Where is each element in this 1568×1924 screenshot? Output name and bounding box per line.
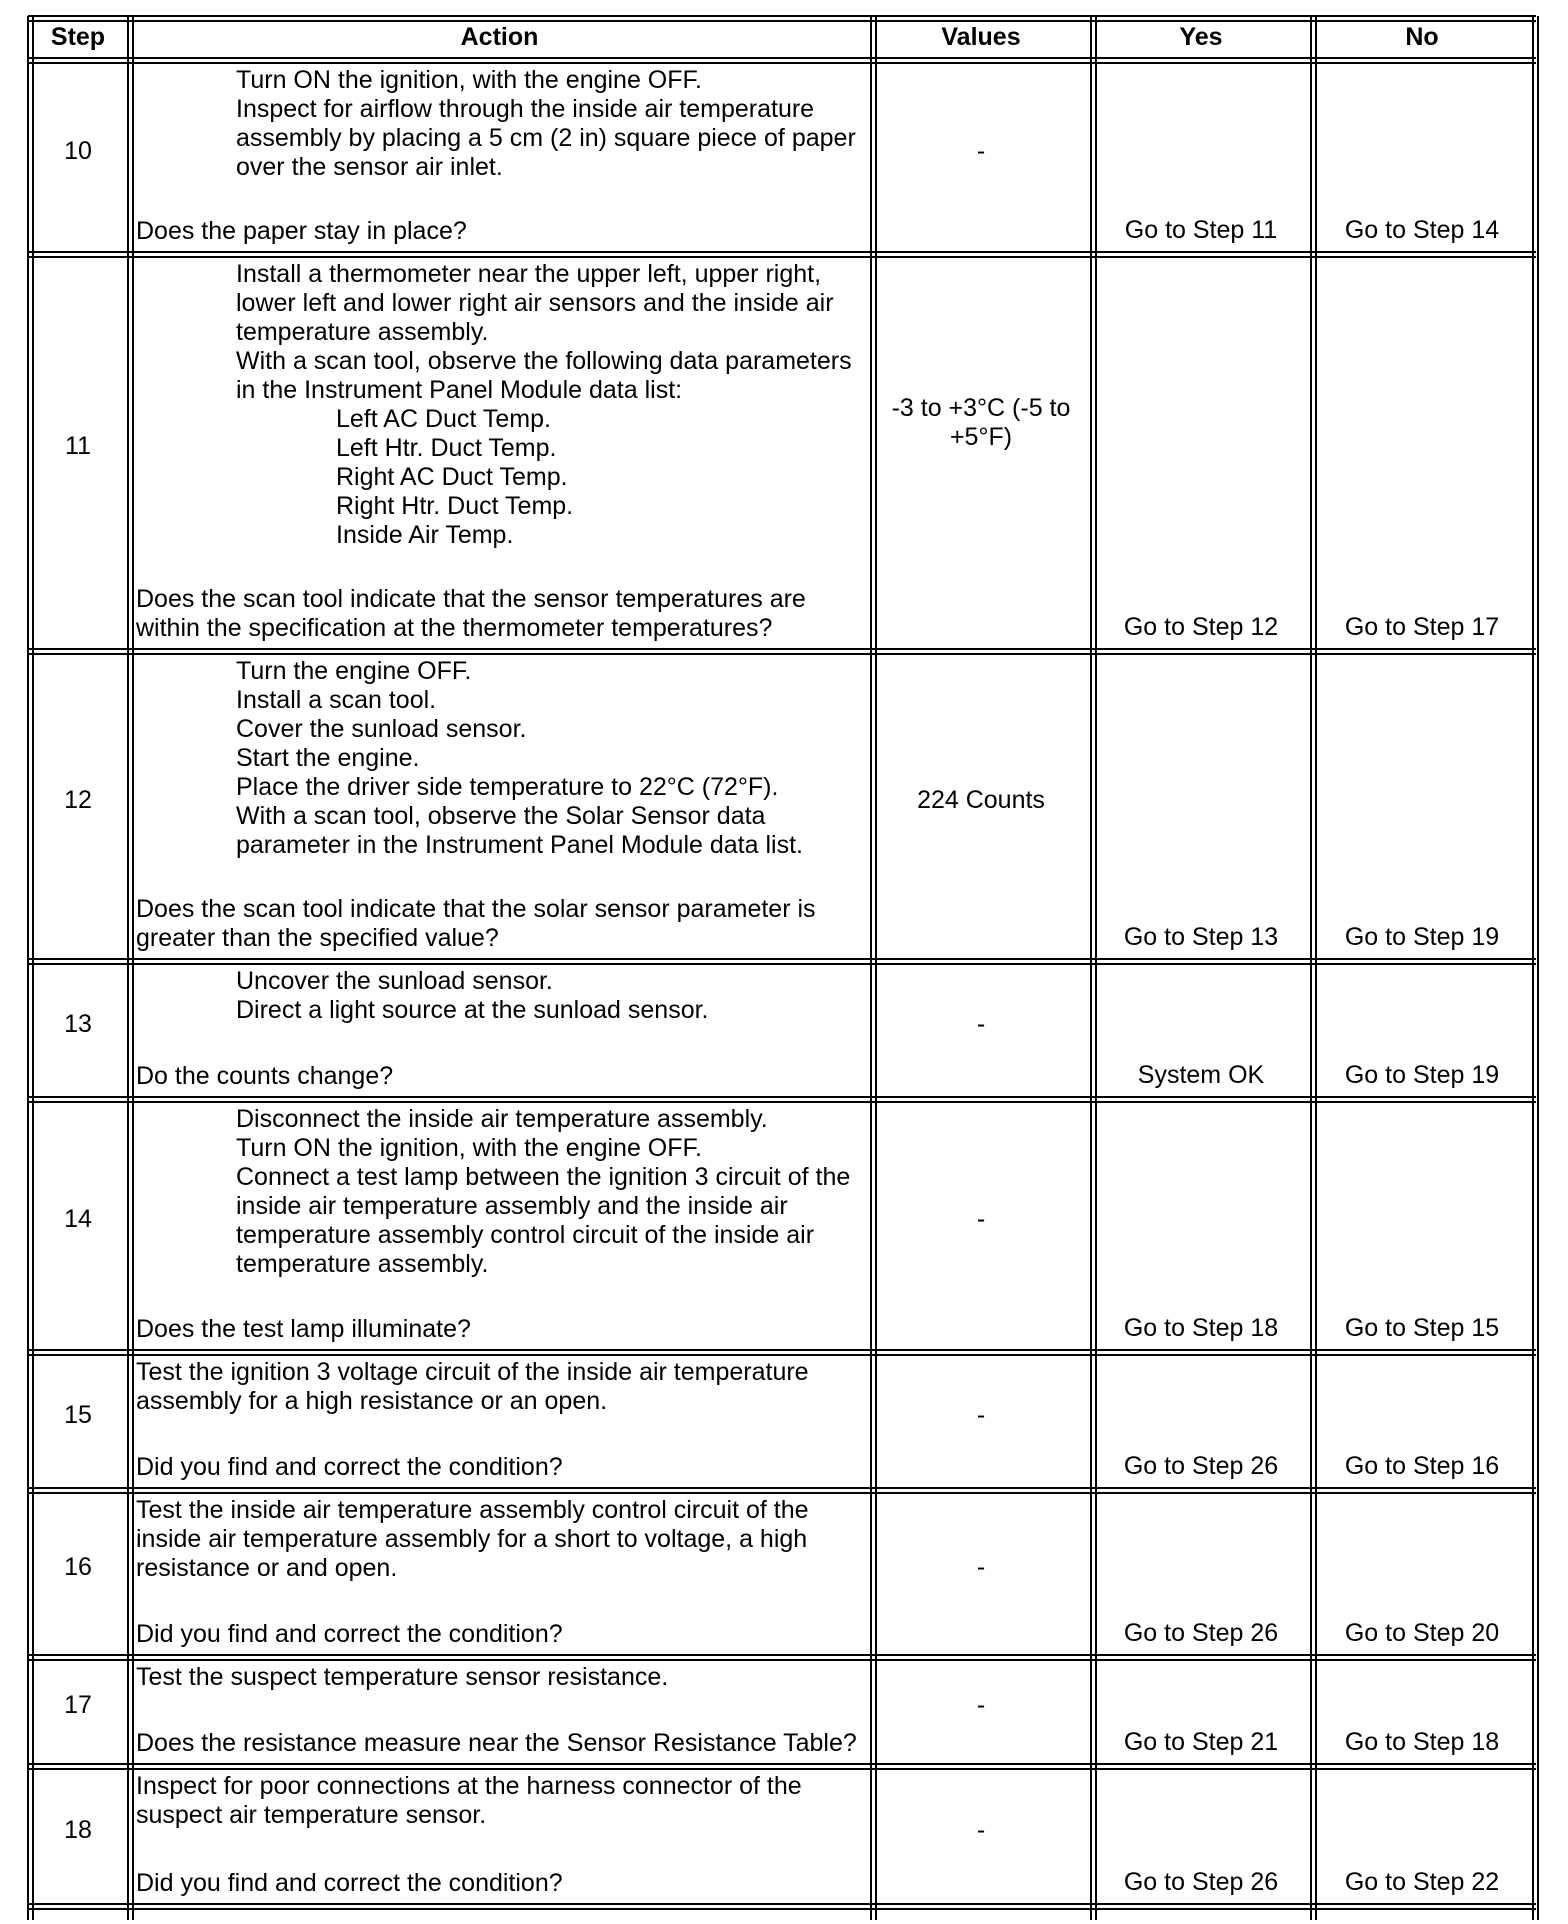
question-line: Did you find and correct the condition? (136, 1620, 563, 1648)
header-action: Action (460, 23, 539, 51)
action-line: With a scan tool, observe the following data parameters (236, 347, 852, 375)
action-question (136, 1453, 563, 1482)
yes-cell: System OK (1137, 1061, 1265, 1089)
question-line: Does the scan tool indicate that the solar sensor parameter is (136, 895, 816, 923)
value-line: - (976, 1553, 986, 1581)
yes-cell: Go to Step 18 (1123, 1314, 1279, 1342)
action-line: Turn the engine OFF. (236, 657, 472, 685)
values-cell (871, 1553, 1091, 1582)
step-number: 11 (65, 432, 91, 460)
row-border (28, 1903, 1536, 1910)
question-line: Did you find and correct the condition? (136, 1453, 563, 1481)
action-question (136, 1620, 563, 1649)
action-question (136, 1869, 563, 1898)
action-line: Turn ON the ignition, with the engine OFF. (236, 66, 702, 94)
no-cell: Go to Step 22 (1344, 1868, 1500, 1896)
action-line: in the Instrument Panel Module data list: (236, 376, 683, 404)
values-cell (871, 1816, 1091, 1845)
action-line: suspect air temperature sensor. (136, 1801, 487, 1829)
question-line: Does the paper stay in place? (136, 217, 467, 245)
question-line: Does the resistance measure near the Sensor Resistance Table? (136, 1729, 857, 1757)
yes-cell: Go to Step 11 (1124, 216, 1278, 244)
value-line: - (976, 1691, 986, 1719)
action-line: Inspect for poor connections at the harness connector of the (136, 1772, 802, 1800)
action-cell (136, 1496, 867, 1649)
row-border (28, 1096, 1536, 1103)
row-border (28, 1487, 1536, 1494)
action-line: With a scan tool, observe the Solar Sensor data (236, 802, 766, 830)
action-question (136, 1315, 471, 1344)
action-cell (136, 260, 867, 643)
action-line: resistance or and open. (136, 1554, 398, 1582)
step-number: 15 (64, 1400, 92, 1429)
action-line: inside air temperature assembly and the inside air (236, 1192, 788, 1220)
action-cell (136, 66, 867, 246)
values-cell (871, 1205, 1091, 1234)
row-border (28, 1654, 1536, 1661)
header-yes: Yes (1179, 23, 1223, 51)
action-line: Connect a test lamp between the ignition 3 circuit of the (236, 1163, 851, 1191)
action-line: Left AC Duct Temp. (336, 405, 551, 433)
value-line: - (976, 1205, 986, 1233)
header-values: Values (941, 23, 1021, 51)
action-question (136, 1062, 393, 1091)
header-no: No (1405, 23, 1439, 51)
step-number: 17 (64, 1691, 92, 1719)
step-number: 16 (64, 1553, 92, 1581)
no-cell: Go to Step 19 (1344, 1061, 1500, 1089)
action-cell (136, 1358, 867, 1482)
action-line: Start the engine. (236, 744, 420, 772)
action-line: assembly by placing a 5 cm (2 in) square piece of paper (236, 124, 856, 152)
row-border (28, 57, 1536, 64)
action-question (136, 1729, 857, 1758)
yes-cell: Go to Step 13 (1123, 923, 1279, 951)
no-cell: Go to Step 17 (1344, 613, 1500, 641)
action-line: temperature assembly control circuit of the inside air (236, 1221, 815, 1249)
action-line: lower left and lower right air sensors and the inside air (236, 289, 834, 317)
action-line: Inspect for airflow through the inside air temperature (236, 95, 815, 123)
step-number: 10 (64, 136, 92, 165)
action-line: inside air temperature assembly for a short to voltage, a high (136, 1525, 808, 1553)
action-line: assembly for a high resistance or an open. (136, 1387, 608, 1415)
question-line: Did you find and correct the condition? (136, 1869, 563, 1897)
action-line: Test the suspect temperature sensor resistance. (136, 1663, 669, 1691)
no-cell: Go to Step 18 (1344, 1728, 1500, 1756)
row-border (28, 648, 1536, 655)
value-line: - (976, 1815, 986, 1844)
no-cell: Go to Step 14 (1344, 216, 1500, 244)
action-line: parameter in the Instrument Panel Module data list. (236, 831, 803, 859)
action-line: Install a thermometer near the upper left, upper right, (236, 260, 822, 288)
values-cell (871, 1010, 1091, 1039)
action-question (136, 217, 467, 246)
action-cell (136, 1772, 867, 1898)
action-cell (136, 1663, 867, 1758)
column-border (27, 16, 34, 1920)
action-line: over the sensor air inlet. (236, 153, 503, 181)
value-line: - (976, 136, 986, 165)
action-question (136, 895, 816, 953)
question-line: within the specification at the thermometer temperatures? (136, 614, 773, 642)
column-border (870, 16, 877, 1920)
values-cell (871, 1401, 1091, 1430)
action-line: Install a scan tool. (236, 686, 437, 714)
yes-cell: Go to Step 21 (1123, 1728, 1279, 1756)
action-line: Test the inside air temperature assembly control circuit of the (136, 1496, 809, 1524)
values-cell (871, 1691, 1091, 1720)
value-line: 224 Counts (917, 785, 1045, 814)
action-line: Turn ON the ignition, with the engine OFF. (236, 1134, 702, 1162)
no-cell: Go to Step 15 (1344, 1314, 1500, 1342)
value-line: +5°F) (949, 423, 1013, 451)
step-number: 18 (64, 1815, 92, 1844)
step-number: 14 (64, 1205, 92, 1233)
yes-cell: Go to Step 12 (1123, 613, 1279, 641)
yes-cell: Go to Step 26 (1123, 1868, 1279, 1896)
action-line: Disconnect the inside air temperature assembly. (236, 1105, 768, 1133)
action-cell (136, 1105, 867, 1344)
action-question (136, 585, 806, 643)
action-line: Inside Air Temp. (336, 521, 514, 549)
action-line: Left Htr. Duct Temp. (336, 434, 557, 462)
action-line: Place the driver side temperature to 22°C (72°F). (236, 773, 779, 801)
question-line: Does the scan tool indicate that the sensor temperatures are (136, 585, 806, 613)
action-line: temperature assembly. (236, 318, 489, 346)
yes-cell: Go to Step 26 (1123, 1619, 1279, 1647)
action-line: Uncover the sunload sensor. (236, 967, 553, 995)
question-line: Do the counts change? (136, 1062, 394, 1090)
values-cell (871, 137, 1091, 166)
row-border (28, 958, 1536, 965)
values-cell (871, 394, 1091, 452)
action-line: Direct a light source at the sunload sensor. (236, 996, 709, 1024)
step-number: 13 (64, 1009, 92, 1038)
column-border (1532, 16, 1539, 1920)
value-line: -3 to +3°C (-5 to (891, 394, 1071, 422)
action-cell (136, 657, 867, 953)
no-cell: Go to Step 16 (1344, 1452, 1500, 1480)
action-cell (136, 967, 867, 1091)
action-line: Right AC Duct Temp. (336, 463, 568, 491)
row-border (28, 1763, 1536, 1770)
action-line: Test the ignition 3 voltage circuit of the inside air temperature (136, 1358, 809, 1386)
row-border (28, 15, 1536, 22)
row-border (28, 251, 1536, 258)
values-cell (871, 786, 1091, 815)
value-line: - (976, 1400, 986, 1429)
yes-cell: Go to Step 26 (1123, 1452, 1279, 1480)
action-line: Right Htr. Duct Temp. (336, 492, 574, 520)
action-line: temperature assembly. (236, 1250, 489, 1278)
column-border (127, 16, 134, 1920)
step-number: 12 (64, 785, 92, 814)
value-line: - (976, 1009, 986, 1038)
header-step: Step (50, 23, 106, 51)
no-cell: Go to Step 20 (1344, 1619, 1500, 1647)
row-border (28, 1349, 1536, 1356)
question-line: Does the test lamp illuminate? (136, 1315, 471, 1343)
action-line: Cover the sunload sensor. (236, 715, 527, 743)
question-line: greater than the specified value? (136, 924, 499, 952)
no-cell: Go to Step 19 (1344, 923, 1500, 951)
